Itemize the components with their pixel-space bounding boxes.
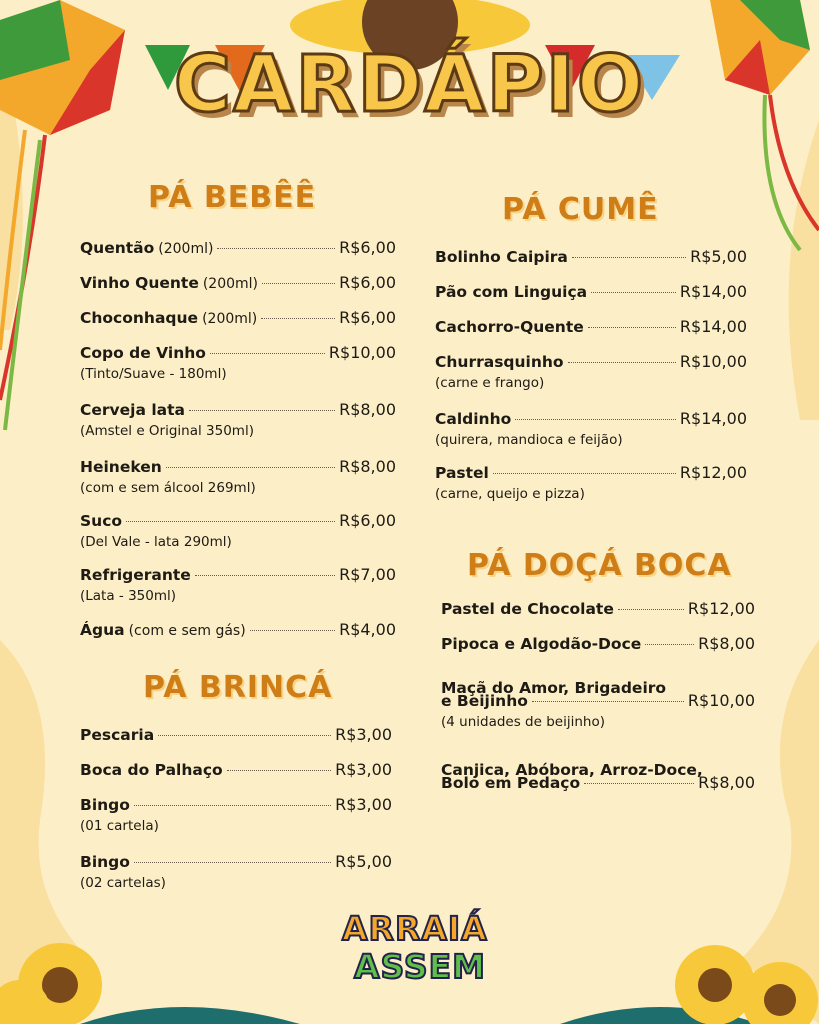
- menu-item-name: Bingo: [80, 853, 130, 871]
- menu-item: [80, 620, 396, 639]
- menu-item-name: Choconhaque: [80, 309, 199, 327]
- menu-item-name: Bingo: [80, 796, 130, 814]
- menu-item-name-line: Maçã do Amor, Brigadeiro: [441, 679, 667, 697]
- dotted-leader: [227, 770, 331, 771]
- menu-item-price: R$8,00: [698, 773, 755, 792]
- menu-item-price: R$5,00: [690, 247, 747, 266]
- menu-item-note: (02 cartelas): [80, 875, 166, 891]
- menu-item: [80, 852, 392, 871]
- menu-item-note: (01 cartela): [80, 818, 159, 834]
- menu-item: [80, 308, 396, 327]
- section-title-drinks: PÁ BEBÊÊ: [148, 180, 317, 215]
- menu-item-size: (200ml): [202, 311, 258, 327]
- menu-item-price: R$4,00: [339, 620, 396, 639]
- menu-item: [80, 457, 396, 476]
- menu-item: [441, 599, 755, 618]
- menu-item-name: Copo de Vinho: [80, 344, 206, 362]
- menu-item-name: Caldinho: [435, 410, 512, 428]
- menu-item-note: (carne, queijo e pizza): [435, 486, 585, 502]
- menu-item: [435, 463, 747, 482]
- menu-item-name: Cachorro-Quente: [435, 318, 584, 336]
- menu-item: [435, 409, 747, 428]
- menu-item-note: (Del Vale - lata 290ml): [80, 534, 232, 550]
- menu-item-name: Pipoca e Algodão-Doce: [441, 635, 642, 653]
- menu-item: [80, 273, 396, 292]
- dotted-leader: [210, 353, 325, 354]
- menu-item-name: Churrasquinho: [435, 353, 564, 371]
- menu-item-name: Bolo em Pedaço: [441, 774, 581, 792]
- menu-item-price: R$6,00: [339, 511, 396, 530]
- dotted-leader: [532, 701, 684, 702]
- menu-item-price: R$12,00: [679, 463, 747, 482]
- menu-item-price: R$3,00: [335, 795, 392, 814]
- dotted-leader: [493, 473, 676, 474]
- arraia-assem-logo: [332, 910, 490, 992]
- menu-item-price: R$6,00: [339, 273, 396, 292]
- menu-item-name-line: Canjica, Abóbora, Arroz-Doce,: [441, 761, 703, 779]
- menu-item-note: (carne e frango): [435, 375, 545, 391]
- menu-item: [80, 511, 396, 530]
- menu-item-price: R$5,00: [335, 852, 392, 871]
- menu-item-price: R$3,00: [335, 760, 392, 779]
- menu-item-note: (quirera, mandioca e feijão): [435, 432, 623, 448]
- menu-item-size: (200ml): [202, 276, 259, 292]
- menu-item-name: e Beijinho: [441, 692, 528, 710]
- menu-item: [441, 773, 755, 792]
- dotted-leader: [134, 862, 331, 863]
- dotted-leader: [261, 318, 335, 319]
- menu-item-price: R$14,00: [679, 317, 747, 336]
- menu-item-name: Pastel de Chocolate: [441, 600, 614, 618]
- menu-item-name: Vinho Quente: [80, 274, 199, 292]
- dotted-leader: [217, 248, 335, 249]
- menu-item-price: R$8,00: [339, 457, 396, 476]
- menu-item-name: Pescaria: [80, 726, 155, 744]
- menu-item: [80, 400, 396, 419]
- dotted-leader: [568, 362, 676, 363]
- menu-item: [80, 795, 392, 814]
- menu-item-price: R$14,00: [679, 409, 747, 428]
- menu-item-note: (com e sem álcool 269ml): [80, 480, 256, 496]
- section-title-games: PÁ BRINCÁ: [143, 670, 333, 705]
- menu-item: [441, 634, 755, 653]
- menu-item: [435, 247, 747, 266]
- menu-item-name: Boca do Palhaço: [80, 761, 223, 779]
- menu-item: [80, 725, 392, 744]
- dotted-leader: [166, 467, 335, 468]
- menu-item-name: Cerveja lata: [80, 401, 185, 419]
- menu-item-name: Quentão: [80, 239, 155, 257]
- menu-item-note: (4 unidades de beijinho): [441, 714, 605, 730]
- dotted-leader: [262, 283, 335, 284]
- dotted-leader: [588, 327, 676, 328]
- dotted-leader: [618, 609, 684, 610]
- menu-item-price: R$10,00: [687, 691, 755, 710]
- menu-item-price: R$8,00: [698, 634, 755, 653]
- menu-item-note: (Amstel e Original 350ml): [80, 423, 254, 439]
- section-title-food: PÁ CUMÊ: [502, 192, 659, 227]
- menu-item-name: Pão com Linguiça: [435, 283, 588, 301]
- menu-item-price: R$3,00: [335, 725, 392, 744]
- menu-item-price: R$10,00: [679, 352, 747, 371]
- menu-item-price: R$14,00: [679, 282, 747, 301]
- menu-item: [80, 238, 396, 257]
- dotted-leader: [645, 644, 694, 645]
- dotted-leader: [515, 419, 676, 420]
- menu-item-size: (200ml): [158, 241, 214, 257]
- menu-item-price: R$6,00: [339, 238, 396, 257]
- menu-item: [435, 352, 747, 371]
- menu-item-price: R$10,00: [328, 343, 396, 362]
- menu-item-note: (Tinto/Suave - 180ml): [80, 366, 227, 382]
- menu-item: [435, 317, 747, 336]
- dotted-leader: [250, 630, 335, 631]
- dotted-leader: [195, 575, 335, 576]
- menu-item-price: R$7,00: [339, 565, 396, 584]
- menu-item: [80, 565, 396, 584]
- menu-item: [80, 343, 396, 362]
- menu-item-name: Pastel: [435, 464, 489, 482]
- menu-item: [441, 691, 755, 710]
- menu-item-size: (com e sem gás): [128, 623, 246, 639]
- dotted-leader: [134, 805, 331, 806]
- menu-item-note: (Lata - 350ml): [80, 588, 177, 604]
- menu-item: [435, 282, 747, 301]
- menu-title: CARDÁPIO: [173, 40, 646, 130]
- menu-item-price: R$8,00: [339, 400, 396, 419]
- menu-item-name: Suco: [80, 512, 123, 530]
- dotted-leader: [584, 783, 694, 784]
- dotted-leader: [591, 292, 676, 293]
- menu-item: [80, 760, 392, 779]
- logo-line-1: ARRAIÁ: [342, 909, 488, 948]
- dotted-leader: [572, 257, 686, 258]
- logo-line-2: ASSEM: [354, 947, 486, 986]
- menu-item-name: Bolinho Caipira: [435, 248, 568, 266]
- menu-item-name: Água: [80, 621, 125, 639]
- dotted-leader: [158, 735, 331, 736]
- section-title-sweets: PÁ DOÇÁ BOCA: [467, 548, 732, 583]
- dotted-leader: [126, 521, 335, 522]
- dotted-leader: [189, 410, 335, 411]
- menu-item-price: R$12,00: [687, 599, 755, 618]
- menu-item-name: Refrigerante: [80, 566, 191, 584]
- menu-item-price: R$6,00: [339, 308, 396, 327]
- menu-item-name: Heineken: [80, 458, 162, 476]
